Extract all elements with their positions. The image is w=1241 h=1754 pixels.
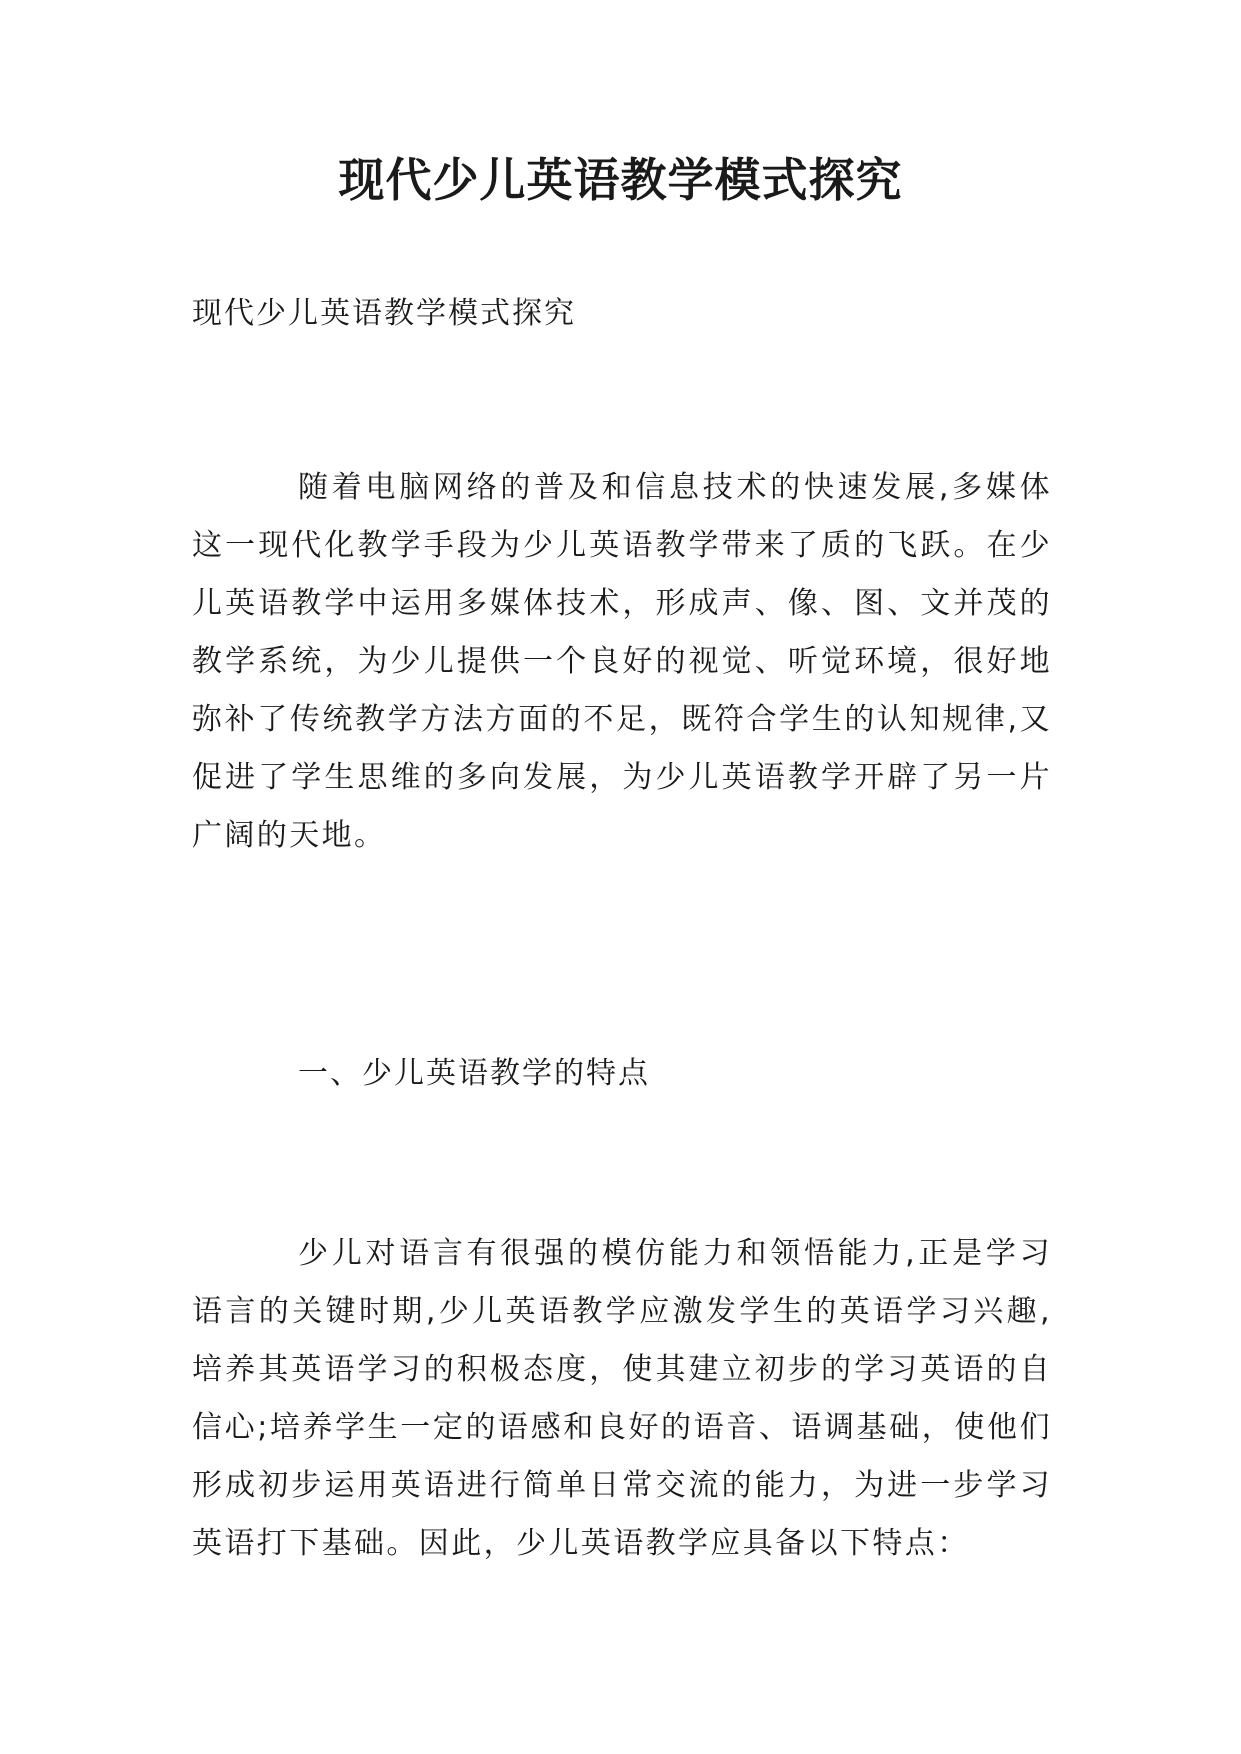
document-title: 现代少儿英语教学模式探究 — [338, 153, 903, 207]
paragraph-features: 少儿对语言有很强的模仿能力和领悟能力,正是学习语言的关键时期,少儿英语教学应激发学生的英语学习兴趣,培养其英语学习的积极态度，使其建立初步的学习英语的自信心;培养学生一定的语感和良好的语音、语调基础，使他们形成初步运用英语进行简单日常交流的能力，为进一步学习英语打下基础。因此，少儿英语教学应具备以下特点： — [192, 1236, 1052, 1561]
document-subtitle: 现代少儿英语教学模式探究 — [192, 296, 576, 331]
paragraph-intro: 随着电脑网络的普及和信息技术的快速发展,多媒体这一现代化教学手段为少儿英语教学带来了质的飞跃。在少儿英语教学中运用多媒体技术，形成声、像、图、文并茂的教学系统，为少儿提供一个良好的视觉、听觉环境，很好地弥补了传统教学方法方面的不足，既符合学生的认知规律,又促进了学生思维的多向发展，为少儿英语教学开辟了另一片广阔的天地。 — [192, 470, 1052, 853]
section-heading: 一、少儿英语教学的特点 — [298, 1056, 650, 1091]
